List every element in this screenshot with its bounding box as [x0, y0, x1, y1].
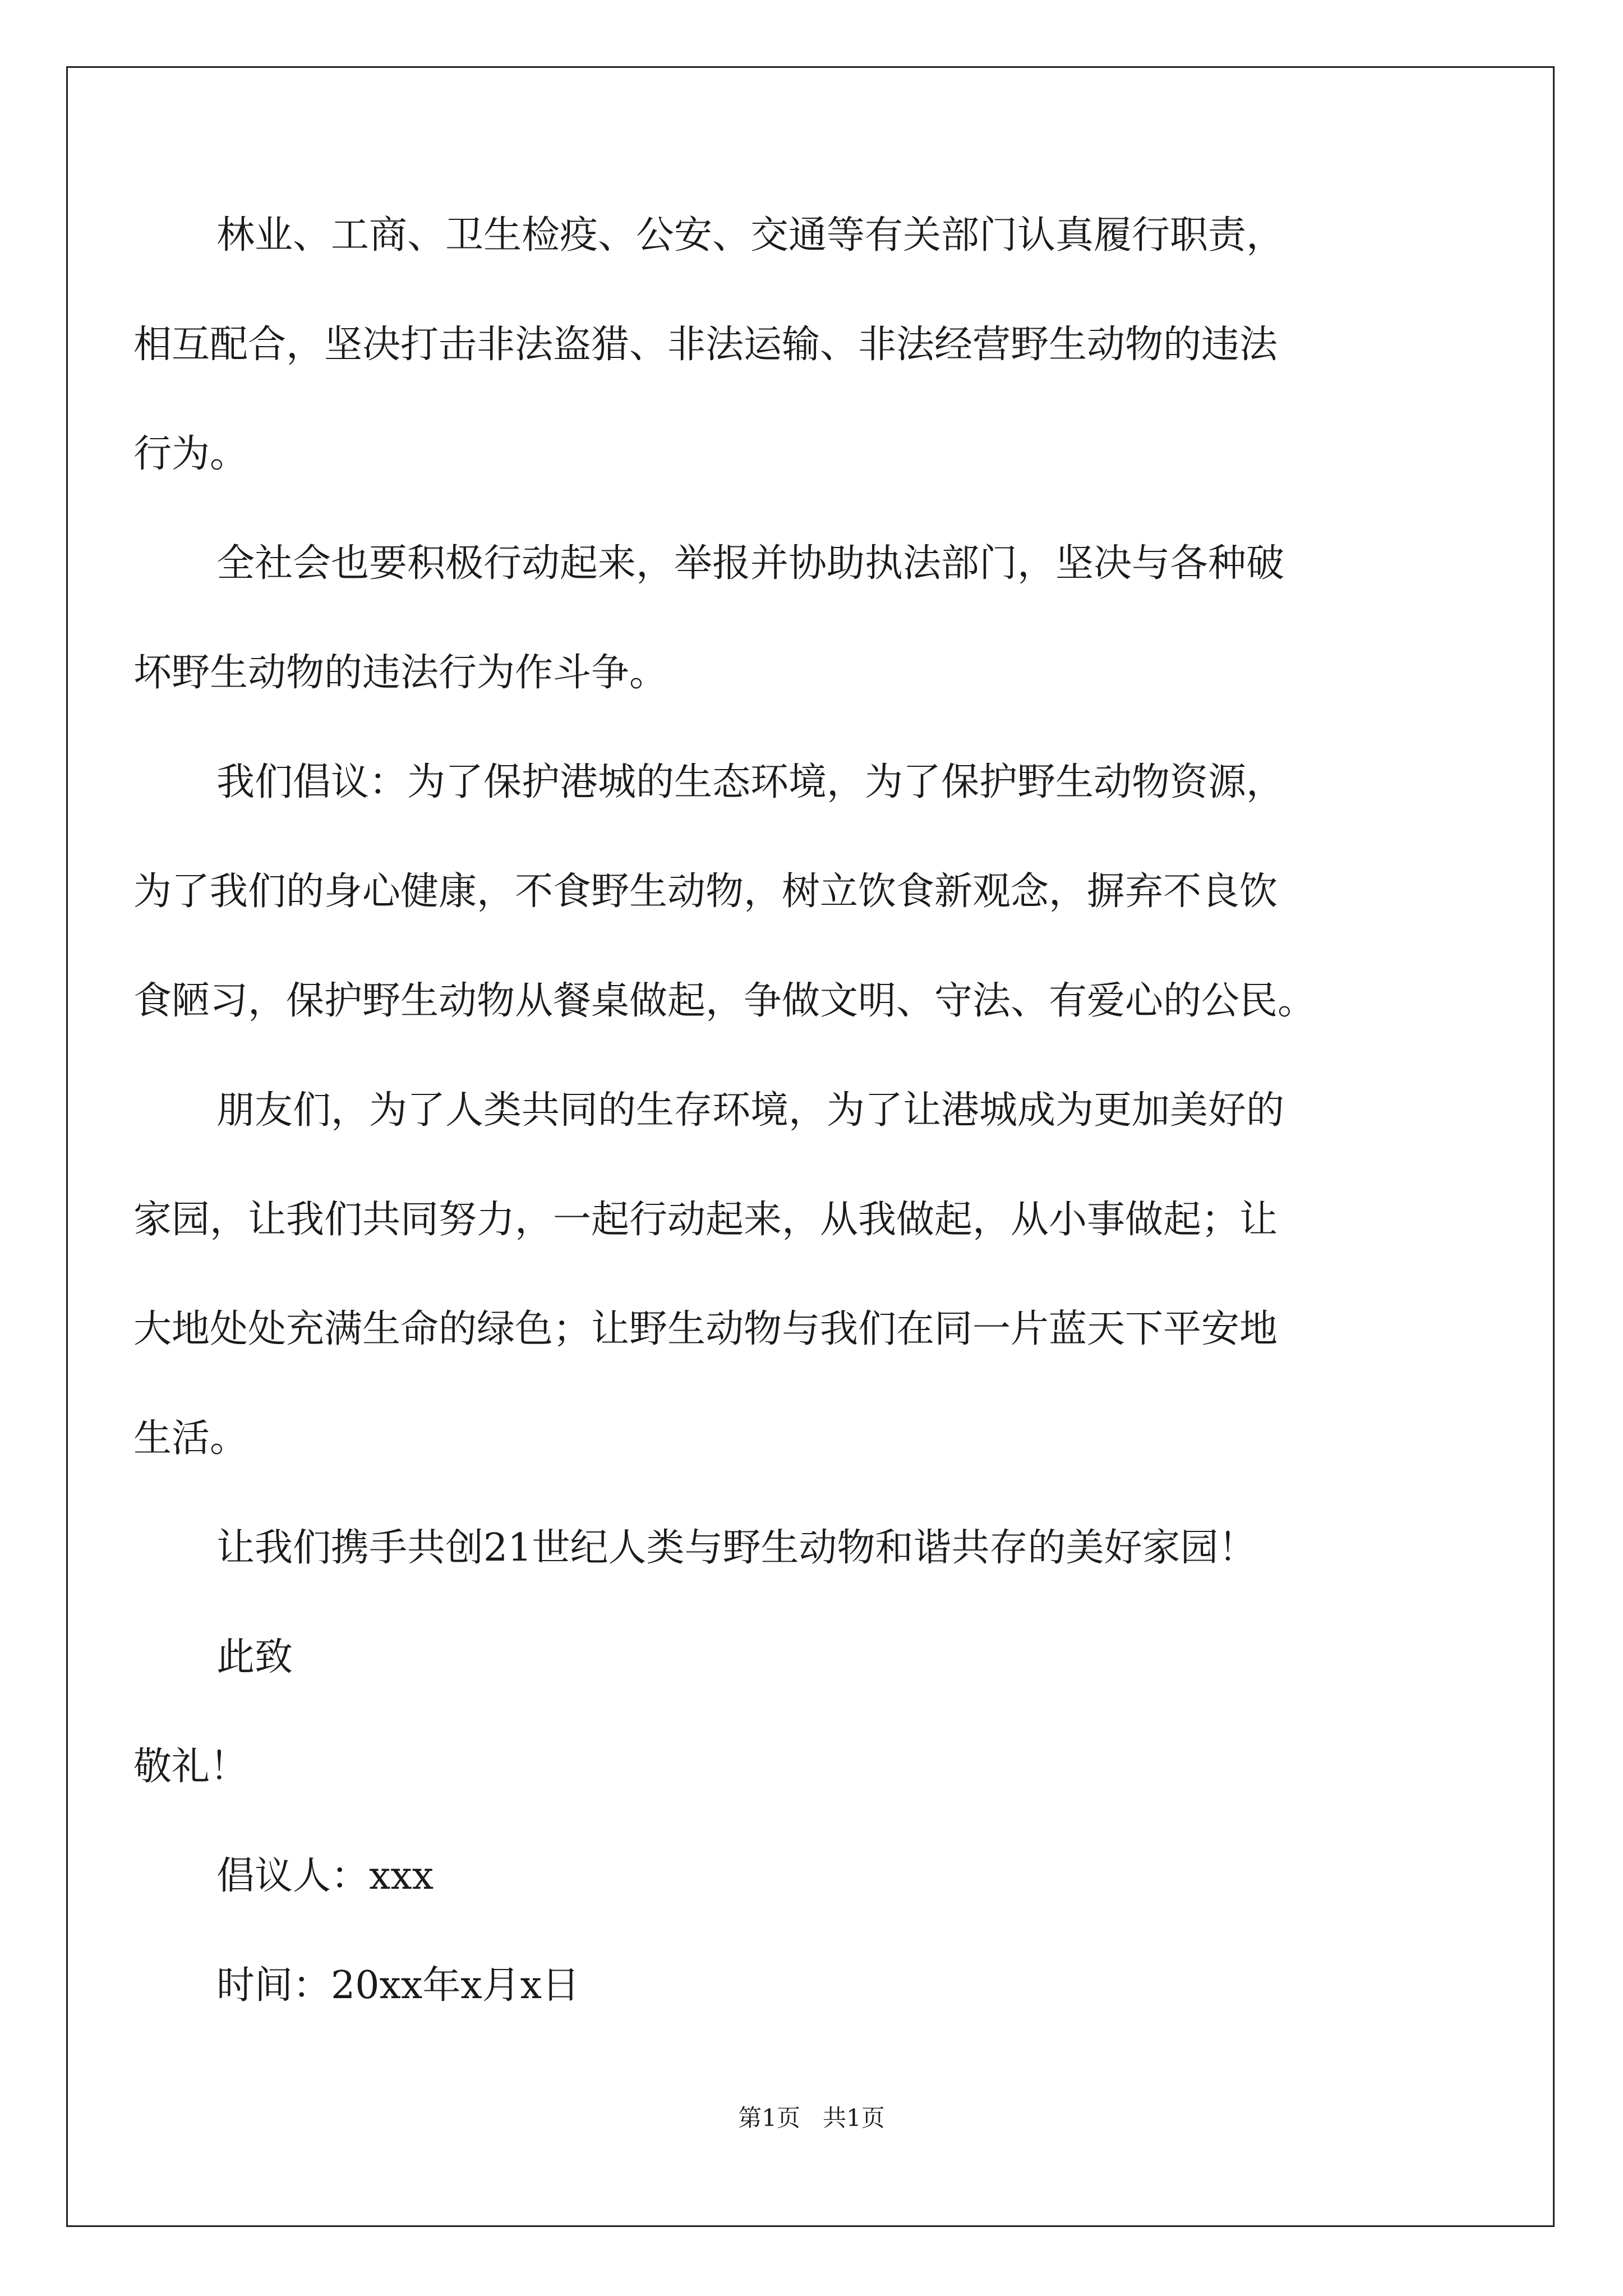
paragraph-line: 大地处处充满生命的绿色；让野生动物与我们在同一片蓝天下平安地 — [133, 1307, 1278, 1351]
paragraph-line: 朋友们，为了人类共同的生存环境，为了让港城成为更加美好的 — [216, 1088, 1285, 1133]
paragraph-line: 林业、工商、卫生检疫、公安、交通等有关部门认真履行职责， — [216, 213, 1285, 257]
paragraph-line: 食陋习，保护野生动物从餐桌做起，争做文明、守法、有爱心的公民。 — [133, 979, 1316, 1023]
paragraph-line: 相互配合，坚决打击非法盗猎、非法运输、非法经营野生动物的违法 — [133, 323, 1278, 367]
paragraph-line: 为了我们的身心健康，不食野生动物，树立饮食新观念，摒弃不良饮 — [133, 869, 1278, 914]
page-footer: 第1页 共1页 — [738, 2104, 885, 2132]
closing-phrase: 此致 — [216, 1635, 293, 1680]
paragraph-line: 让我们携手共创21世纪人类与野生动物和谐共存的美好家园！ — [216, 1526, 1257, 1570]
paragraph-line: 行为。 — [133, 432, 248, 476]
paragraph-line: 生活。 — [133, 1416, 248, 1461]
date-line: 时间：20xx年x月x日 — [216, 1963, 580, 2008]
paragraph-line: 坏野生动物的违法行为作斗争。 — [133, 651, 668, 695]
paragraph-line: 全社会也要积极行动起来，举报并协助执法部门，坚决与各种破 — [216, 541, 1285, 586]
paragraph-line: 我们倡议：为了保护港城的生态环境，为了保护野生动物资源， — [216, 760, 1285, 804]
paragraph-line: 家园，让我们共同努力，一起行动起来，从我做起，从小事做起；让 — [133, 1198, 1278, 1242]
signatory: 倡议人：xxx — [216, 1854, 434, 1898]
salutation: 敬礼！ — [133, 1745, 248, 1789]
